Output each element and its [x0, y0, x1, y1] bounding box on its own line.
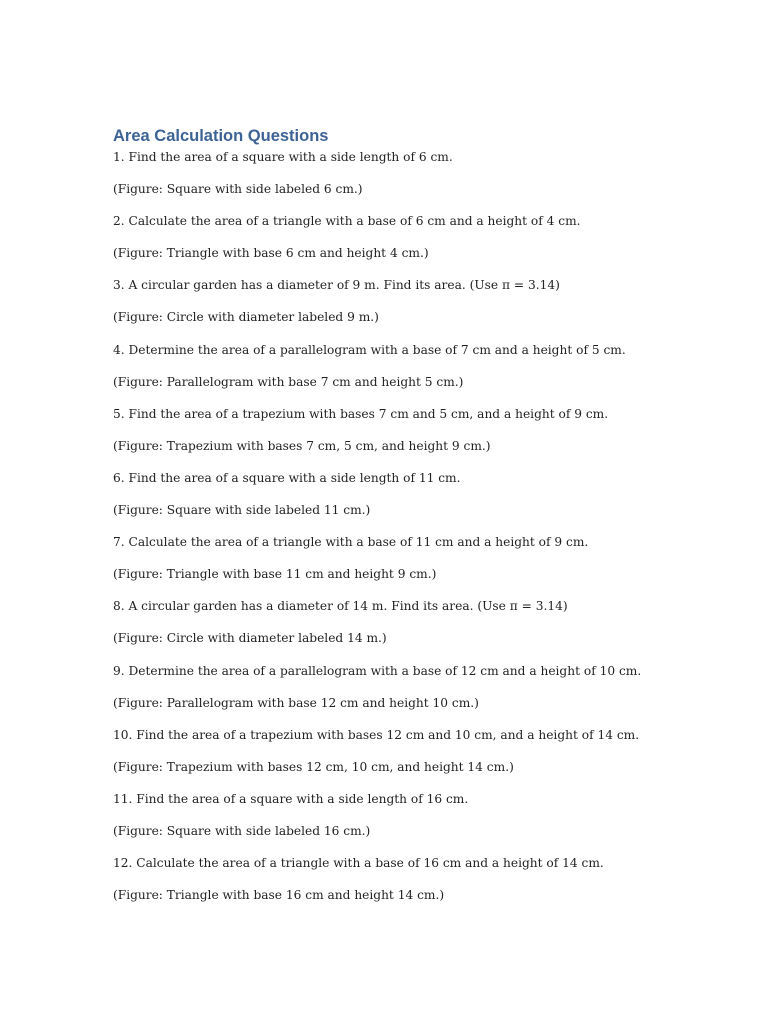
figure-note: (Figure: Square with side labeled 16 cm.) — [113, 823, 371, 838]
figure-note: (Figure: Parallelogram with base 12 cm and height 10 cm.) — [113, 695, 479, 710]
question-line: 5. Find the area of a trapezium with bases 7 cm and 5 cm, and a height of 9 cm. — [113, 406, 609, 421]
question-line: 9. Determine the area of a parallelogram with a base of 12 cm and a height of 10 cm. — [113, 663, 642, 678]
document-title: Area Calculation Questions — [113, 127, 329, 145]
figure-note: (Figure: Triangle with base 11 cm and height 9 cm.) — [113, 567, 437, 582]
question-line: 8. A circular garden has a diameter of 14 m. Find its area. (Use π = 3.14) — [113, 599, 568, 614]
question-line: 1. Find the area of a square with a side length of 6 cm. — [113, 150, 453, 164]
question-line: 11. Find the area of a square with a side length of 16 cm. — [113, 791, 469, 806]
question-line: 4. Determine the area of a parallelogram with a base of 7 cm and a height of 5 cm. — [113, 342, 626, 357]
figure-note: (Figure: Circle with diameter labeled 14 m.) — [113, 631, 387, 646]
question-line: 10. Find the area of a trapezium with bases 12 cm and 10 cm, and a height of 14 cm. — [113, 727, 640, 742]
figure-note: (Figure: Triangle with base 6 cm and height 4 cm.) — [113, 246, 429, 261]
figure-note: (Figure: Square with side labeled 6 cm.) — [113, 182, 363, 197]
figure-note: (Figure: Trapezium with bases 7 cm, 5 cm, and height 9 cm.) — [113, 438, 491, 453]
question-line: 7. Calculate the area of a triangle with a base of 11 cm and a height of 9 cm. — [113, 535, 589, 550]
figure-note: (Figure: Circle with diameter labeled 9 m.) — [113, 310, 379, 325]
question-list — [113, 147, 713, 917]
figure-note: (Figure: Square with side labeled 11 cm.) — [113, 503, 371, 518]
question-line: 12. Calculate the area of a triangle with a base of 16 cm and a height of 14 cm. — [113, 856, 604, 871]
figure-note: (Figure: Trapezium with bases 12 cm, 10 cm, and height 14 cm.) — [113, 759, 514, 774]
figure-note: (Figure: Triangle with base 16 cm and height 14 cm.) — [113, 888, 445, 903]
figure-note: (Figure: Parallelogram with base 7 cm and height 5 cm.) — [113, 374, 464, 389]
question-line: 2. Calculate the area of a triangle with a base of 6 cm and a height of 4 cm. — [113, 214, 581, 229]
question-line: 3. A circular garden has a diameter of 9 m. Find its area. (Use π = 3.14) — [113, 278, 560, 293]
document-body — [113, 125, 713, 917]
question-line: 6. Find the area of a square with a side length of 11 cm. — [113, 470, 461, 485]
